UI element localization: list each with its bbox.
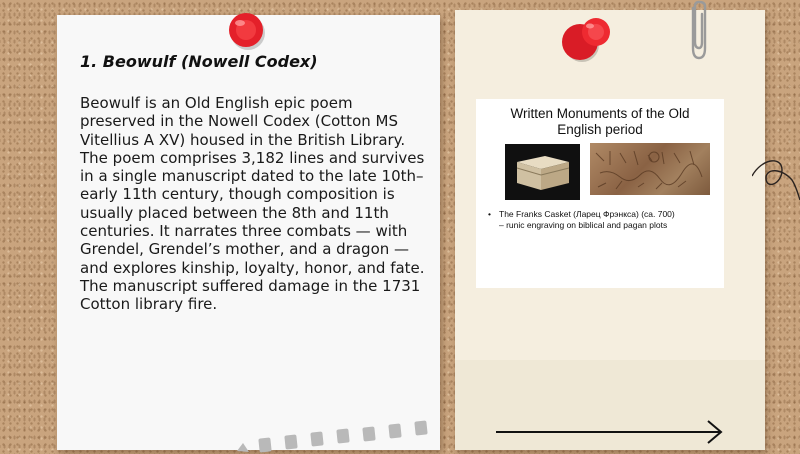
torn-edge-decoration: [237, 420, 441, 454]
runic-engraving-photo: [590, 143, 710, 195]
bullet-line-2: – runic engraving on biblical and pagan plots: [499, 220, 668, 230]
note-title: 1. Beowulf (Nowell Codex): [80, 52, 318, 71]
left-note-card: [57, 15, 440, 450]
push-pin-icon: [560, 14, 616, 66]
slide-title-line-1: Written Monuments of the Old: [510, 106, 690, 121]
casket-photo: [505, 144, 580, 200]
embedded-slide-image: [476, 99, 724, 288]
slide-title: [476, 106, 724, 138]
bullet-symbol: •: [488, 209, 491, 219]
slide-title-line-2: English period: [557, 122, 643, 137]
bullet-line-1: The Franks Casket (Ларец Фрэнкса) (ca. 700): [499, 209, 675, 219]
push-pin-icon: [226, 10, 268, 52]
note-body-text: Beowulf is an Old English epic poem preserved in the Nowell Codex (Cotton MS Vitellius A XV) housed in the British Library. The poem comprises 3,182 lines and survives in a single manuscript dated to the late 10th–early 11th century, though composition is usually placed between the 8th and 11th centuries. It narrates three combats — with Grendel, Grendel’s mother, and a dragon — and explores kinship, loyalty, honor, and fate. The manuscript suffered damage in the 1731 Cotton library fire.: [80, 94, 425, 314]
arrow-right-icon: [494, 418, 726, 446]
string-swirl-icon: [752, 150, 800, 210]
paper-clip-icon: [686, 0, 712, 62]
